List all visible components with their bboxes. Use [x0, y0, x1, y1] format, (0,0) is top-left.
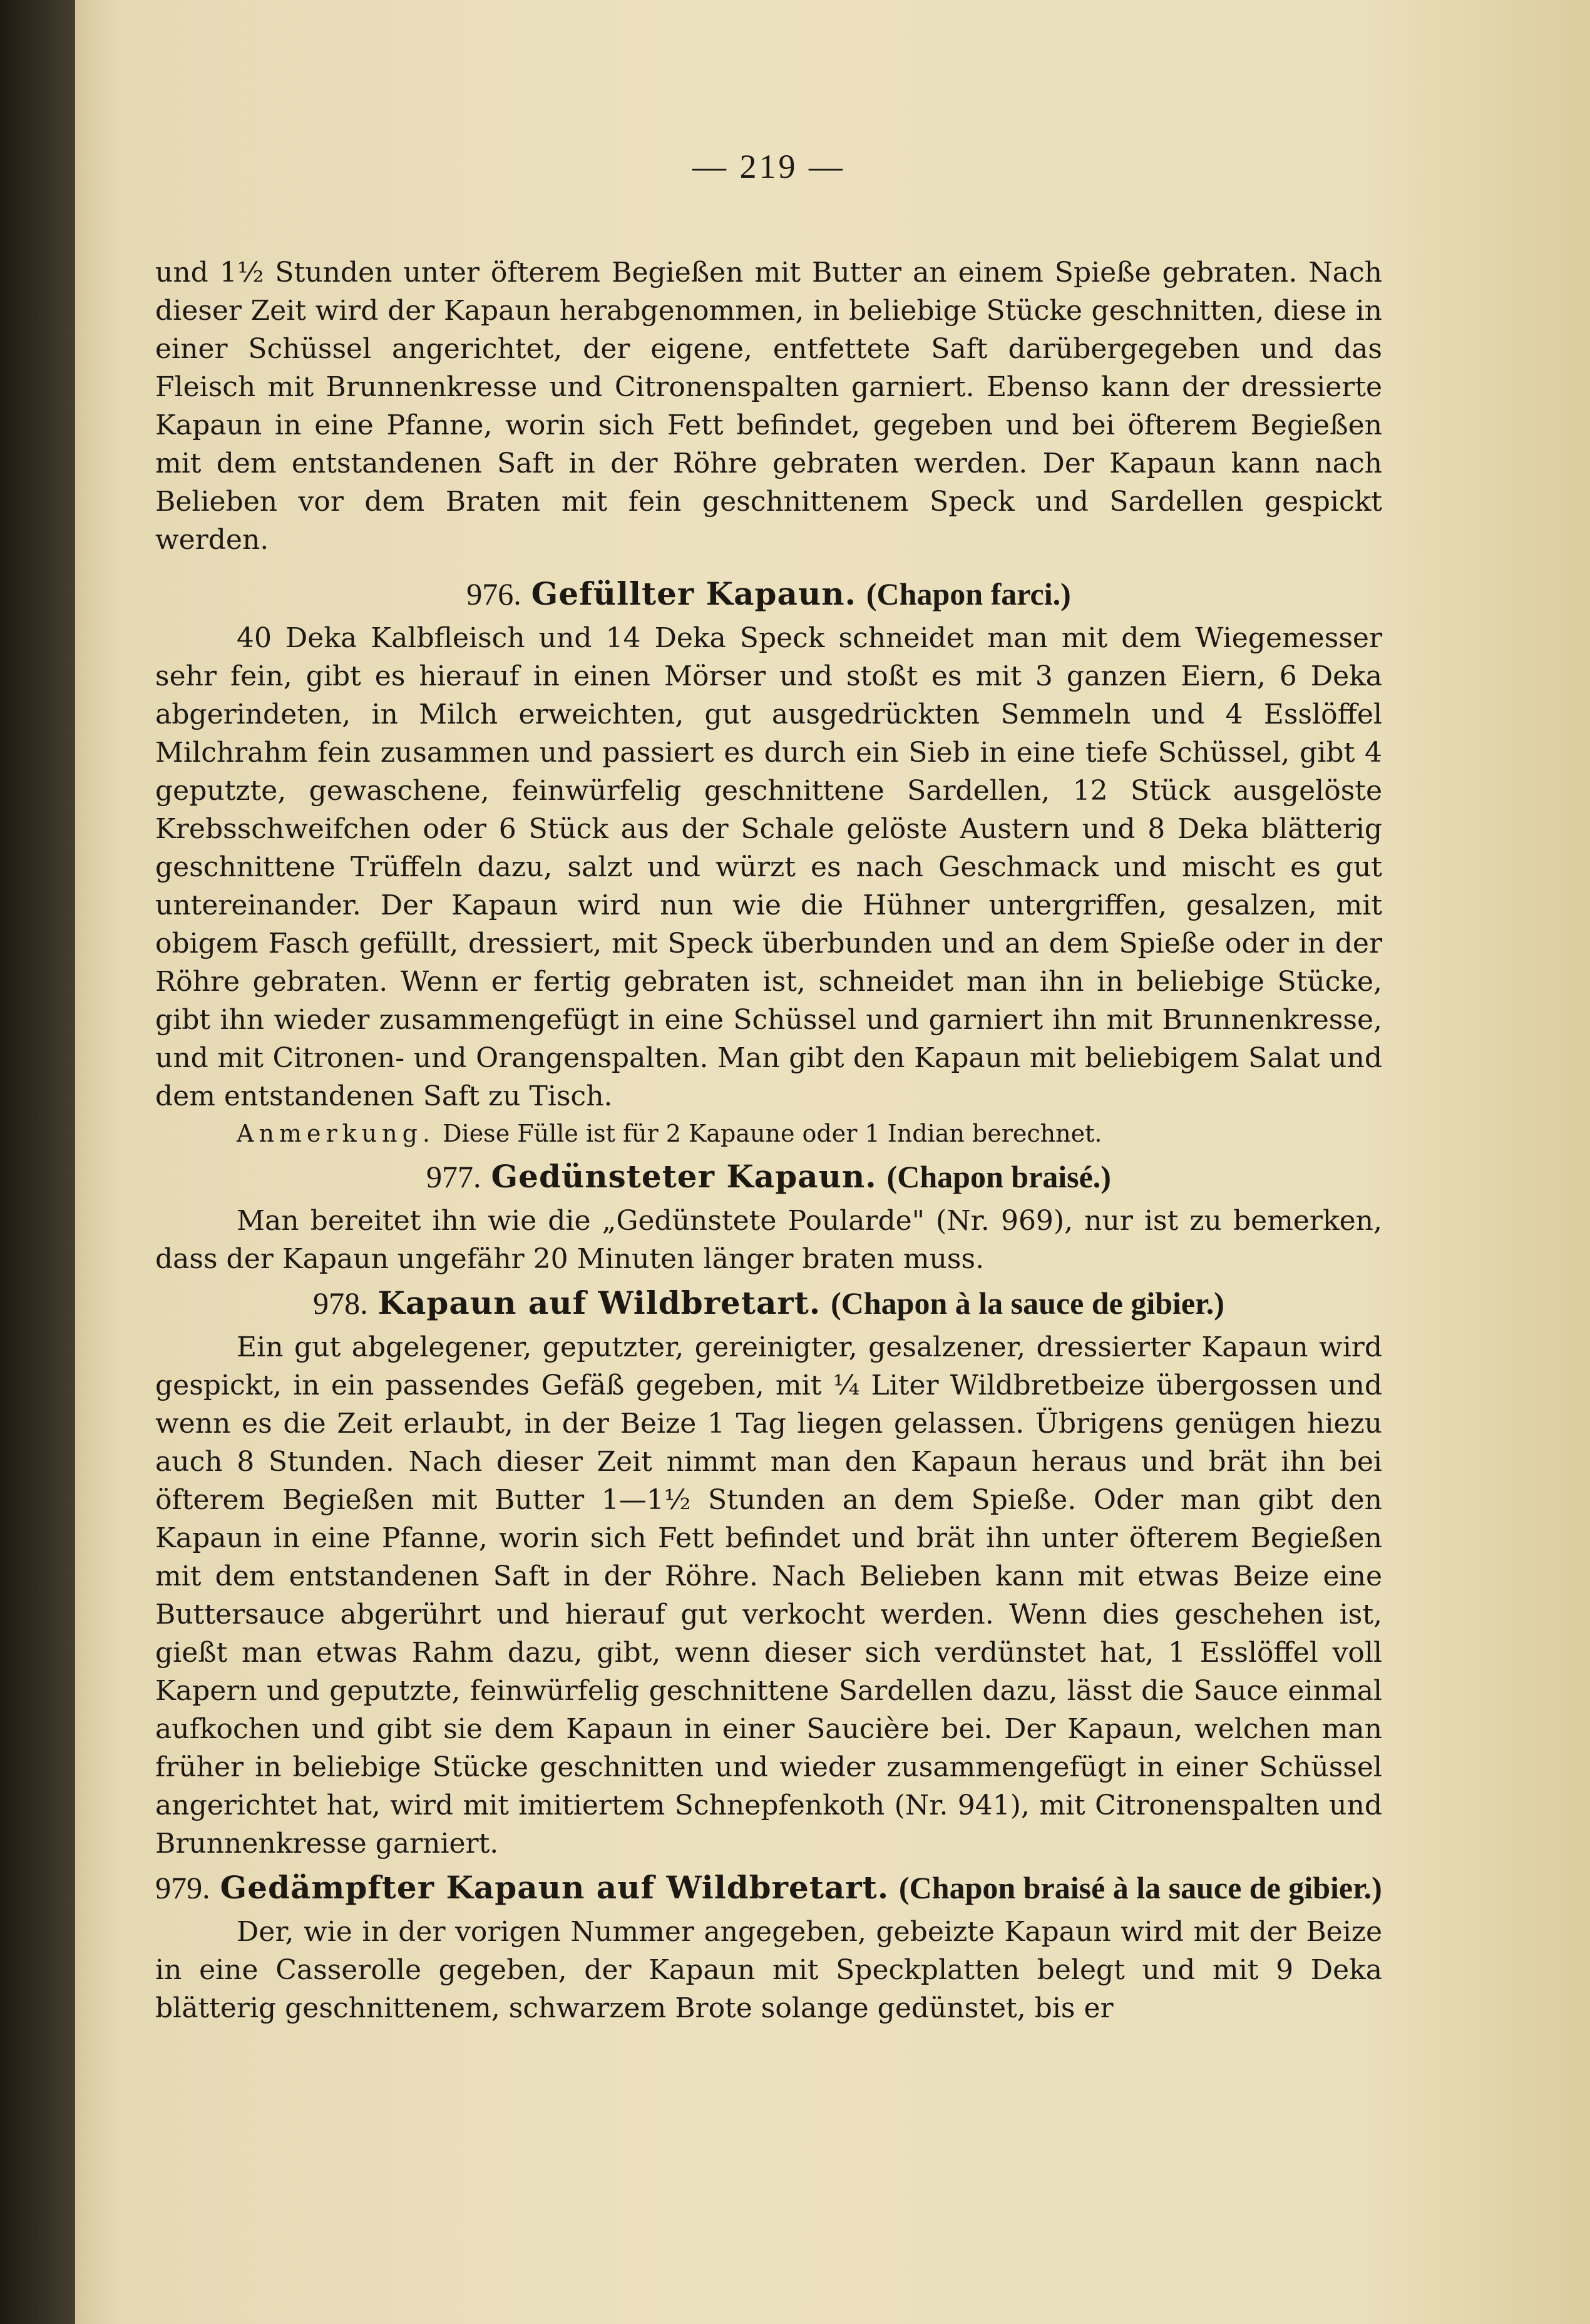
recipe-number: 979.	[155, 1870, 210, 1905]
recipe-body-976: 40 Deka Kalbfleisch und 14 Deka Speck schneidet man mit dem Wiegemesser sehr fein, gibt es hierauf in einen Mörser und stoßt es mit 3 ganzen Eiern, 6 Deka abgerindeten, in Milch erweichten, gut ausgedrückten Semmeln und 4 Esslöffel Milchrahm fein zusammen und passiert es durch ein Sieb in eine tiefe Schüssel, gibt 4 geputzte, gewaschene, feinwürfelig geschnittene Sardellen, 12 Stück ausgelöste Krebsschweifchen oder 6 Stück aus der Schale gelöste Austern und 8 Deka blätterig geschnittene Trüffeln dazu, salzt und würzt es nach Geschmack und mischt es gut untereinander. Der Kapaun wird nun wie die Hühner untergriffen, gesalzen, mit obigem Fasch gefüllt, dressiert, mit Speck überbunden und an dem Spieße oder in der Röhre gebraten. Wenn er fertig gebraten ist, schneidet man ihn in beliebige Stücke, gibt ihn wieder zusammengefügt in eine Schüssel und garniert ihn mit Brunnenkresse, und mit Citronen- und Orangenspalten. Man gibt den Kapaun mit beliebigem Salat und dem entstandenen Saft zu Tisch.	[155, 622, 1382, 1112]
note-text: Diese Fülle ist für 2 Kapaune oder 1 Indian berechnet.	[443, 1120, 1102, 1147]
recipe-body-977: Man bereitet ihn wie die „Gedünstete Poularde" (Nr. 969), nur ist zu bemerken, dass der Kapaun ungefähr 20 Minuten länger braten muss.	[155, 1205, 1382, 1275]
recipe-number: 977.	[426, 1159, 481, 1194]
recipe-title-french: (Chapon braisé à la sauce de gibier.)	[899, 1870, 1382, 1905]
intro-paragraph: und 1½ Stunden unter öfterem Begießen mit Butter an einem Spieße gebraten. Nach dieser Zeit wird der Kapaun herabgenommen, in beliebige Stücke geschnitten, diese in einer Schüssel angerichtet, der eigene, entfettete Saft darübergegeben und das Fleisch mit Brunnenkresse und Citronenspalten garniert. Ebenso kann der dressierte Kapaun in eine Pfanne, worin sich Fett befindet, gegeben und bei öfterem Begießen mit dem entstandenen Saft in der Röhre gebraten werden. Der Kapaun kann nach Belieben vor dem Braten mit fein geschnittenem Speck und Sardellen gespickt werden.	[155, 257, 1382, 556]
recipe-title-german: Gefüllter Kapaun.	[531, 575, 856, 612]
recipe-title-french: (Chapon braisé.)	[886, 1159, 1111, 1194]
text-block	[155, 148, 1382, 2027]
recipe-body-978: Ein gut abgelegener, geputzter, gereinigter, gesalzener, dressierter Kapaun wird gespickt, in ein passendes Gefäß gegeben, mit ¼ Liter Wildbretbeize übergossen und wenn es die Zeit erlaubt, in der Beize 1 Tag liegen gelassen. Übrigens genügen hiezu auch 8 Stunden. Nach dieser Zeit nimmt man den Kapaun heraus und brät ihn bei öfterem Begießen mit Butter 1—1½ Stunden an dem Spieße. Oder man gibt den Kapaun in eine Pfanne, worin sich Fett befindet und brät ihn unter öfterem Begießen mit dem entstandenen Saft in der Röhre. Nach Belieben kann mit etwas Beize eine Buttersauce abgerührt und hierauf gut verkocht werden. Wenn dies geschehen ist, gießt man etwas Rahm dazu, gibt, wenn dieser sich verdünstet hat, 1 Esslöffel voll Kapern und geputzte, feinwürfelig geschnittene Sardellen dazu, lässt die Sauce einmal aufkochen und gibt sie dem Kapaun in einer Saucière bei. Der Kapaun, welchen man früher in beliebige Stücke geschnitten und wieder zusammengefügt in einer Schüssel angerichtet hat, wird mit imitiertem Schnepfenkoth (Nr. 941), mit Citronenspalten und Brunnenkresse garniert.	[155, 1331, 1382, 1860]
page-number: — 219 —	[692, 148, 845, 185]
recipe-title-german: Gedünsteter Kapaun.	[491, 1158, 877, 1195]
recipe-number: 976.	[466, 576, 521, 612]
book-binding-gutter	[0, 0, 81, 2324]
recipe-title-german: Kapaun auf Wildbretart.	[377, 1284, 821, 1321]
recipe-body-979: Der, wie in der vorigen Nummer angegeben, gebeizte Kapaun wird mit der Beize in eine Casserolle gegeben, der Kapaun mit Speckplatten belegt und mit 9 Deka blätterig geschnittenem, schwarzem Brote solange gedünstet, bis er	[155, 1916, 1382, 2024]
recipe-heading-979	[155, 1866, 1382, 1909]
page-paper	[75, 0, 1590, 2324]
recipe-note-976	[155, 1115, 1382, 1152]
recipe-title-french: (Chapon à la sauce de gibier.)	[831, 1286, 1224, 1321]
recipe-title-german: Gedämpfter Kapaun auf Wildbretart.	[220, 1869, 890, 1906]
recipe-heading-976	[155, 573, 1382, 615]
recipe-heading-978	[155, 1282, 1382, 1324]
recipe-title-french: (Chapon farci.)	[866, 576, 1071, 612]
recipe-number: 978.	[313, 1286, 368, 1321]
note-label: Anmerkung.	[237, 1120, 435, 1147]
recipe-heading-977	[155, 1155, 1382, 1198]
